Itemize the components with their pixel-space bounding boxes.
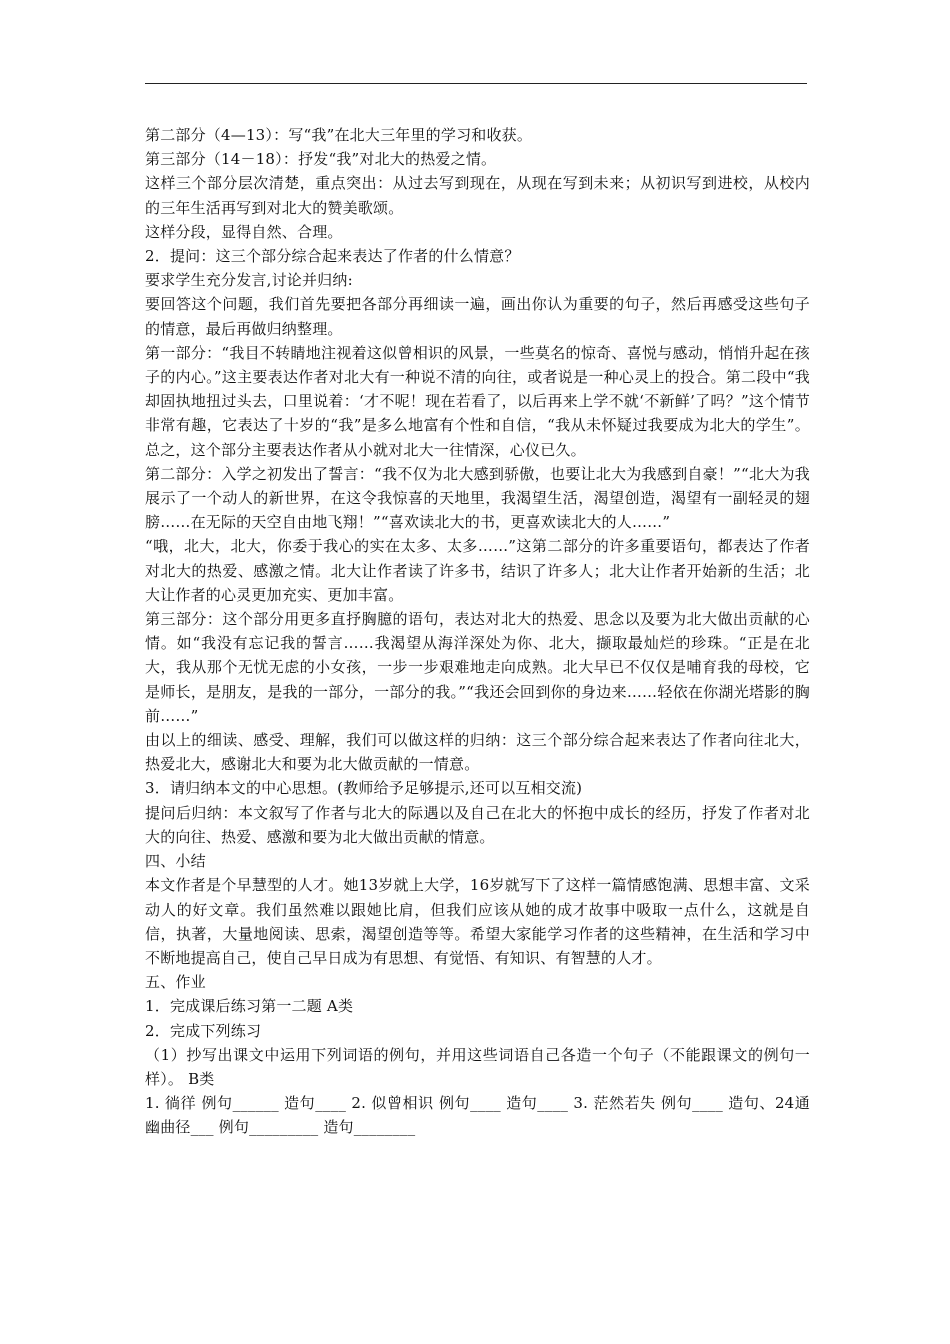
paragraph: 1. 徜徉 例句______ 造句____ 2. 似曾相识 例句____ 造句____ 3. 茫然若失 例句____ 造句、24通幽曲径___ 例句_________ 造句________ [145,1094,810,1137]
paragraph: 第二部分：入学之初发出了誓言：“我不仅为北大感到骄傲，也要让北大为我感到自豪！”“北大为我展示了一个动人的新世界，在这令我惊喜的天地里，我渴望生活，渴望创造，渴望有一副轻灵的翅膀……在无际的天空自由地飞翔！”“喜欢读北大的书，更喜欢读北大的人……” [145,464,810,532]
paragraph: 第三部分（14－18）：抒发“我”对北大的热爱之情。 [145,150,497,169]
paragraph: 要求学生充分发言,讨论并归纳: [145,271,353,290]
paragraph: 本文作者是个早慧型的人才。她13岁就上大学，16岁就写下了这样一篇情感饱满、思想丰富、文采动人的好文章。我们虽然难以跟她比肩，但我们应该从她的成才故事中吸取一点什么，这就是自信，执著，大量地阅读、思索，渴望创造等等。希望大家能学习作者的这些精神，在生活和学习中不断地提高自己，使自己早日成为有思想、有觉悟、有知识、有智慧的人才。 [145,876,810,967]
section-heading: 五、作业 [145,973,206,992]
paragraph: 提问后归纳：本文叙写了作者与北大的际遇以及自己在北大的怀抱中成长的经历，抒发了作者对北大的向往、热爱、感激和要为北大做出贡献的情意。 [145,803,810,846]
paragraph: 由以上的细读、感受、理解，我们可以做这样的归纳：这三个部分综合起来表达了作者向往北大，热爱北大，感谢北大和要为北大做贡献的一情意。 [145,731,810,774]
paragraph: 1．完成课后练习第一二题 A类 [145,997,354,1016]
paragraph: 这样三个部分层次清楚，重点突出：从过去写到现在，从现在写到未来；从初识写到进校，从校内的三年生活再写到对北大的赞美歌颂。 [145,174,810,217]
paragraph: 第一部分：“我目不转睛地注视着这似曾相识的风景，一些莫名的惊奇、喜悦与感动，悄悄升起在孩子的内心。”这主要表达作者对北大有一种说不清的向往，或者说是一种心灵上的投合。第二段中“我却固执地扭过头去，口里说着：‘才不呢！现在若看了，以后再来上学不就‘不新鲜’了吗？”这个情节非常有趣，它表达了十岁的“我”是多么地富有个性和自信，“我从未怀疑过我要成为北大的学生”。总之，这个部分主要表达作者从小就对北大一往情深，心仪已久。 [145,343,810,459]
paragraph: 要回答这个问题，我们首先要把各部分再细读一遍，画出你认为重要的句子，然后再感受这些句子的情意，最后再做归纳整理。 [145,295,810,338]
paragraph: 第二部分（4—13）：写“我”在北大三年里的学习和收获。 [145,126,533,144]
section-heading: 四、小结 [145,852,206,871]
paragraph: 3．请归纳本文的中心思想。(教师给予足够提示,还可以互相交流) [145,779,583,798]
paragraph: 这样分段，显得自然、合理。 [145,222,343,241]
document-body [145,123,810,1140]
paragraph: 2．完成下列练习 [145,1021,262,1040]
header-rule [145,83,807,84]
paragraph: 第三部分：这个部分用更多直抒胸臆的语句，表达对北大的热爱、思念以及要为北大做出贡献的心情。如“我没有忘记我的誓言……我渴望从海洋深处为你、北大，撷取最灿烂的珍珠。“正是在北大，我从那个无忧无虑的小女孩，一步一步艰难地走向成熟。北大早已不仅仅是哺育我的母校，它是师长，是朋友，是我的一部分，一部分的我。”“我还会回到你的身边来……轻依在你湖光塔影的胸前……” [145,610,810,725]
paragraph: （1）抄写出课文中运用下列词语的例句，并用这些词语自己各造一个句子（不能跟课文的例句一样）。 B类 [145,1045,810,1088]
paragraph: “哦，北大，北大，你委于我心的实在太多、太多……”这第二部分的许多重要语句，都表达了作者对北大的热爱、感激之情。北大让作者读了许多书，结识了许多人；北大让作者开始新的生活；北大让作者的心灵更加充实、更加丰富。 [145,537,810,604]
paragraph: 2．提问：这三个部分综合起来表达了作者的什么情意？ [145,247,520,266]
